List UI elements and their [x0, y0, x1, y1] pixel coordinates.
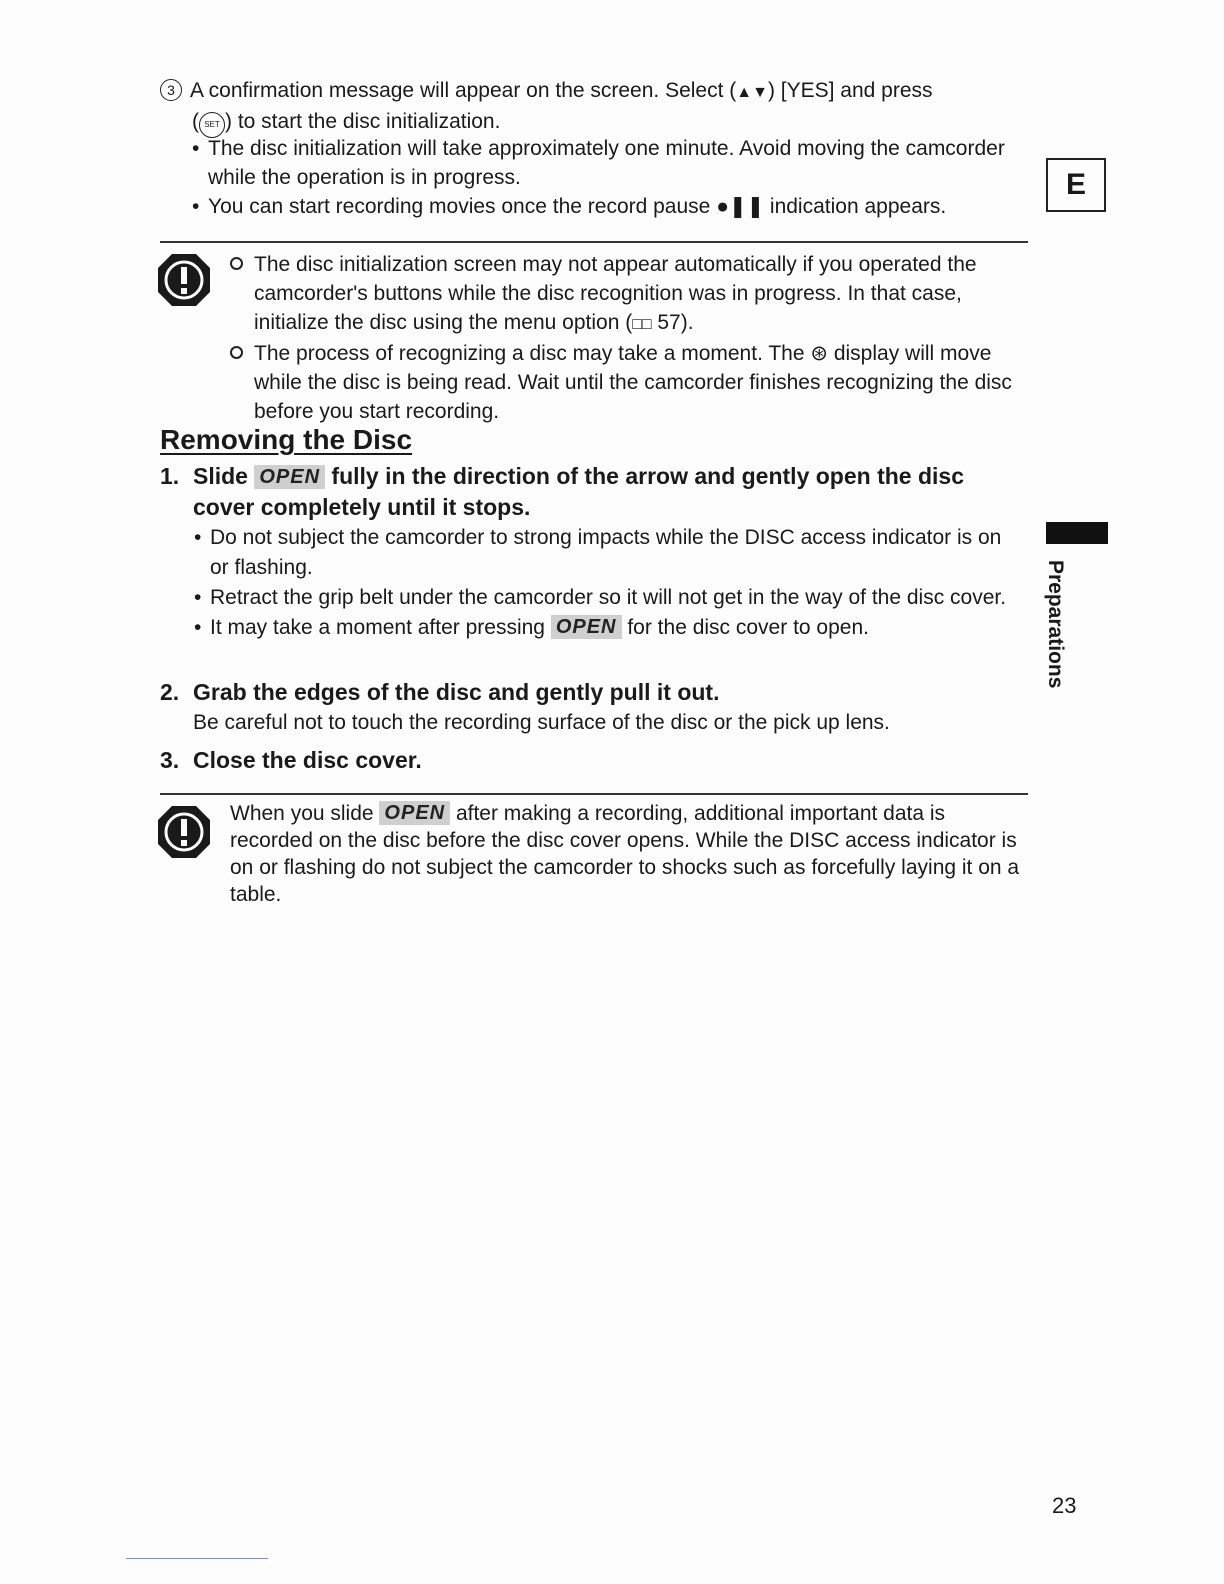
step-3: 3 A confirmation message will appear on the screen. Select (▲▼) [YES] and press ( SET ) to start the disc initialization.	[160, 76, 1020, 138]
step-1	[160, 461, 1040, 523]
note-item	[230, 339, 1030, 426]
set-button-icon: SET	[199, 112, 225, 138]
note1-item1-page: 57).	[651, 311, 694, 334]
step1-text-c: cover completely until it stops.	[193, 494, 531, 520]
step3-close-text: Close the disc cover.	[193, 747, 422, 773]
step1-bullets	[194, 523, 1024, 643]
ring-bullet-icon	[230, 346, 243, 359]
step1-text-b: fully in the direction of the arrow and gently open the disc	[325, 463, 964, 489]
list-item	[194, 613, 1024, 643]
step-number: 3.	[160, 747, 180, 773]
ring-bullet-icon	[230, 257, 243, 270]
open-switch-label: OPEN	[551, 615, 622, 639]
note2-text-a: When you slide	[230, 802, 380, 825]
step3-line2: ) to start the disc initialization.	[225, 110, 501, 133]
list-item: • Retract the grip belt under the camcorder so it will not get in the way of the disc cover.	[194, 583, 1024, 613]
note1-item2-text-b: display will move while the disc is being read. Wait until the camcorder finishes recognizing the disc before you start recording.	[254, 342, 1012, 423]
step-2	[160, 677, 719, 708]
step-number: 2.	[160, 679, 180, 705]
up-down-arrows-icon: ▲▼	[736, 84, 768, 101]
note-2	[230, 800, 1030, 908]
bullet-text-b: for the disc cover to open.	[621, 616, 869, 639]
step3-bullets	[192, 134, 1022, 221]
language-tab: E	[1046, 158, 1106, 212]
step3-line1-a: A confirmation message will appear on the screen. Select (	[190, 79, 737, 102]
divider	[160, 793, 1028, 795]
divider	[160, 241, 1028, 243]
note1-item1-text: The disc initialization screen may not appear automatically if you operated the camcorder's buttons while the disc recognition was in progress. In that case, initialize the disc using the menu option (	[254, 253, 977, 334]
note-item	[230, 250, 1030, 339]
note2-text-b: after making a recording, additional important data is recorded on the disc before the disc cover opens. While the DISC access indicator is on or flashing do not subject the camcorder to shocks such as forcefully laying it on a table.	[230, 802, 1020, 906]
bullet-text-a: It may take a moment after pressing	[210, 616, 551, 639]
footer-line	[126, 1558, 268, 1559]
step2-text: Grab the edges of the disc and gently pull it out.	[193, 679, 720, 705]
step-number: 1.	[160, 463, 180, 489]
list-item: • Do not subject the camcorder to strong impacts while the DISC access indicator is on or flashing.	[194, 523, 1024, 583]
side-section-label: Preparations	[1044, 560, 1067, 689]
caution-icon	[158, 806, 210, 858]
step3-line1-b: ) [YES] and press	[767, 79, 933, 102]
step2-subtext: Be careful not to touch the recording surface of the disc or the pick up lens.	[193, 711, 890, 734]
book-reference-icon: □□	[632, 316, 652, 333]
step-3-close	[160, 745, 422, 776]
bullet2-text-b: indication appears.	[764, 195, 947, 218]
open-switch-label: OPEN	[379, 801, 450, 825]
list-item	[192, 192, 1022, 221]
disc-icon: ⊛	[810, 342, 828, 365]
open-switch-label: OPEN	[254, 465, 325, 489]
section-title: Removing the Disc	[160, 424, 413, 455]
bullet2-text-a: You can start recording movies once the record pause	[208, 195, 717, 218]
caution-icon	[158, 254, 210, 306]
note1-item2-text-a: The process of recognizing a disc may take a moment. The	[254, 342, 811, 365]
step-number-circled: 3	[160, 79, 182, 101]
record-pause-icon: ●❚❚	[716, 195, 765, 218]
step1-text-a: Slide	[193, 463, 255, 489]
page-number: 23	[1052, 1493, 1077, 1518]
note-1	[230, 250, 1030, 426]
section-tab-marker	[1046, 522, 1108, 544]
list-item: • The disc initialization will take approximately one minute. Avoid moving the camcorder while the operation is in progress.	[192, 134, 1022, 192]
